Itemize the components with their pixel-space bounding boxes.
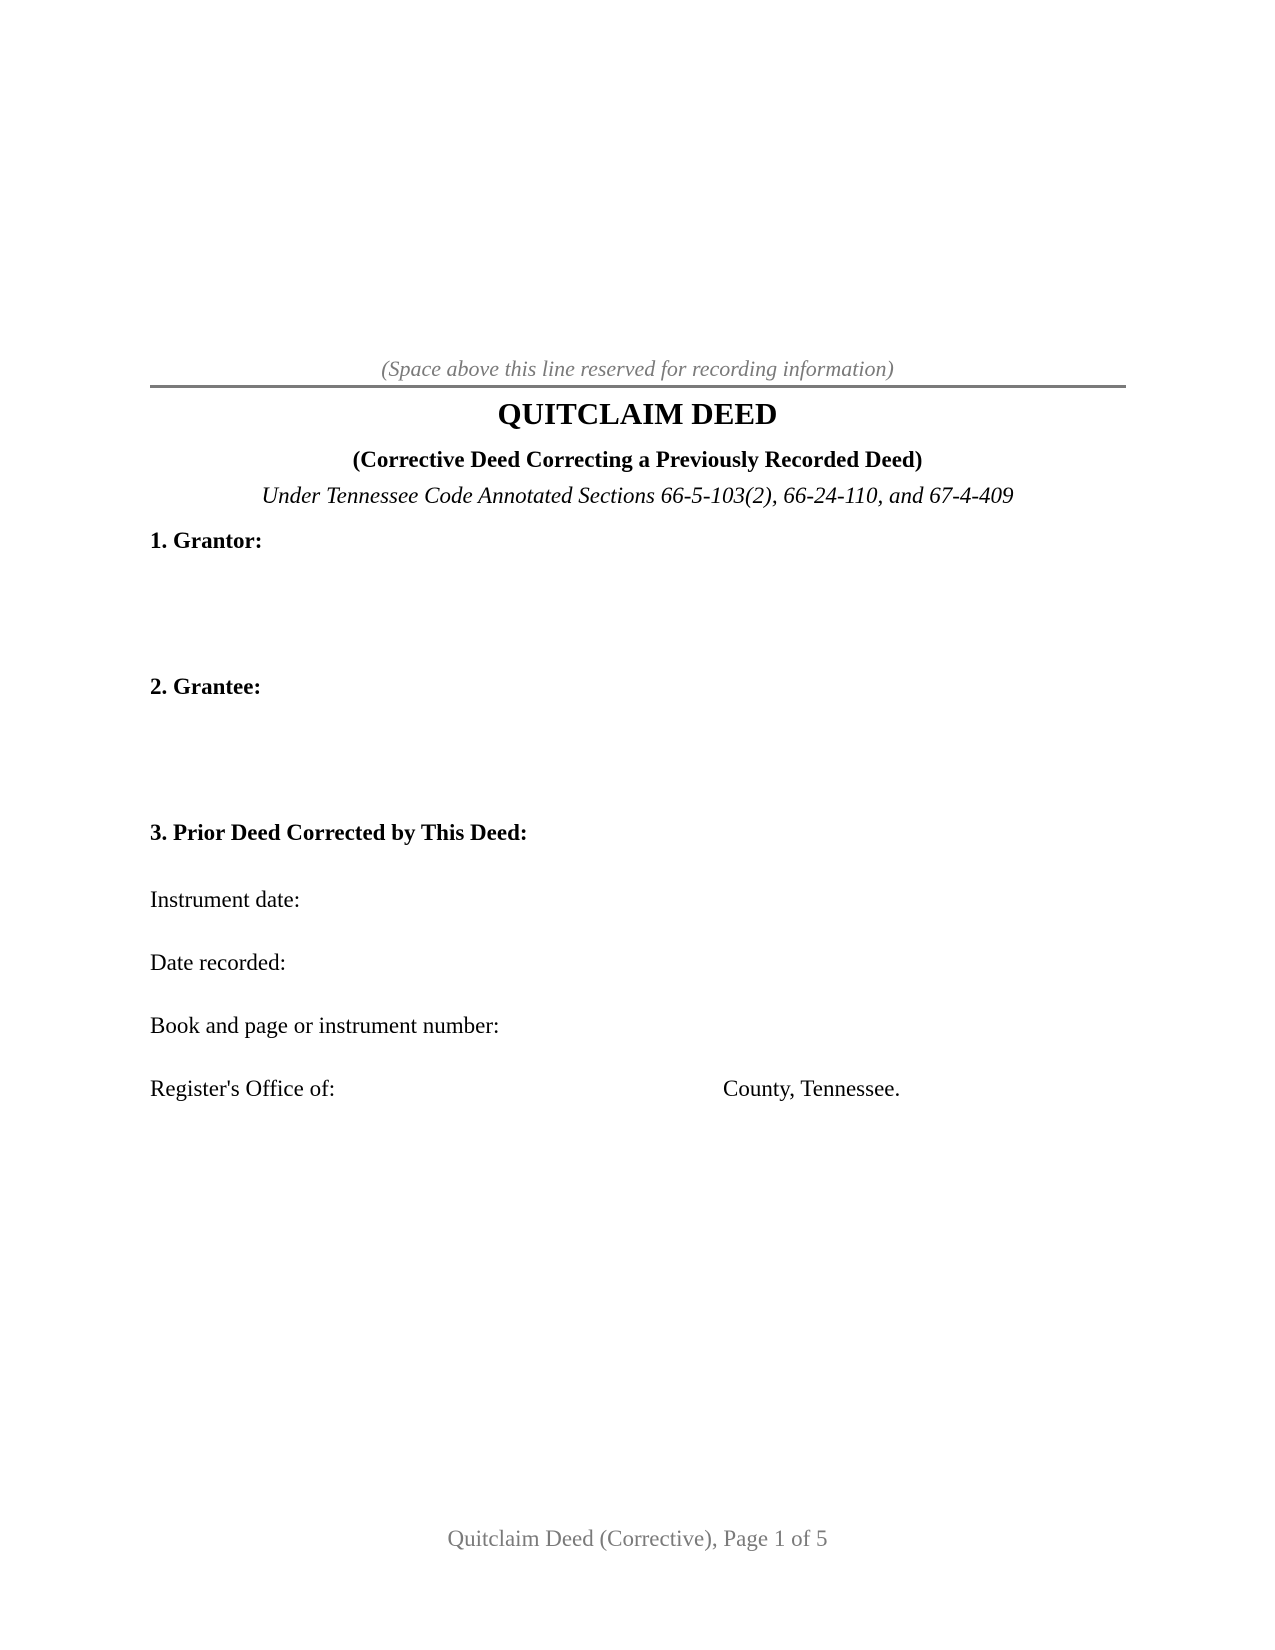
page-footer: Quitclaim Deed (Corrective), Page 1 of 5 <box>447 1526 828 1551</box>
grantee-heading: 2. Grantee: <box>150 674 262 699</box>
recording-divider-line <box>150 385 1126 388</box>
county-tennessee-label: County, Tennessee. <box>723 1076 901 1101</box>
recording-reserved-note: (Space above this line reserved for recording information) <box>381 356 894 381</box>
instrument-date-label: Instrument date: <box>150 887 301 912</box>
grantor-heading: 1. Grantor: <box>150 528 263 553</box>
statute-reference: Under Tennessee Code Annotated Sections 66-5-103(2), 66-24-110, and 67-4-409 <box>261 483 1014 508</box>
book-page-label: Book and page or instrument number: <box>150 1013 500 1038</box>
prior-deed-heading: 3. Prior Deed Corrected by This Deed: <box>150 820 528 845</box>
date-recorded-label: Date recorded: <box>150 950 287 975</box>
registers-office-label: Register's Office of: <box>150 1076 336 1101</box>
document-subtitle: (Corrective Deed Correcting a Previously Recorded Deed) <box>352 447 923 472</box>
document-title: QUITCLAIM DEED <box>497 396 778 431</box>
